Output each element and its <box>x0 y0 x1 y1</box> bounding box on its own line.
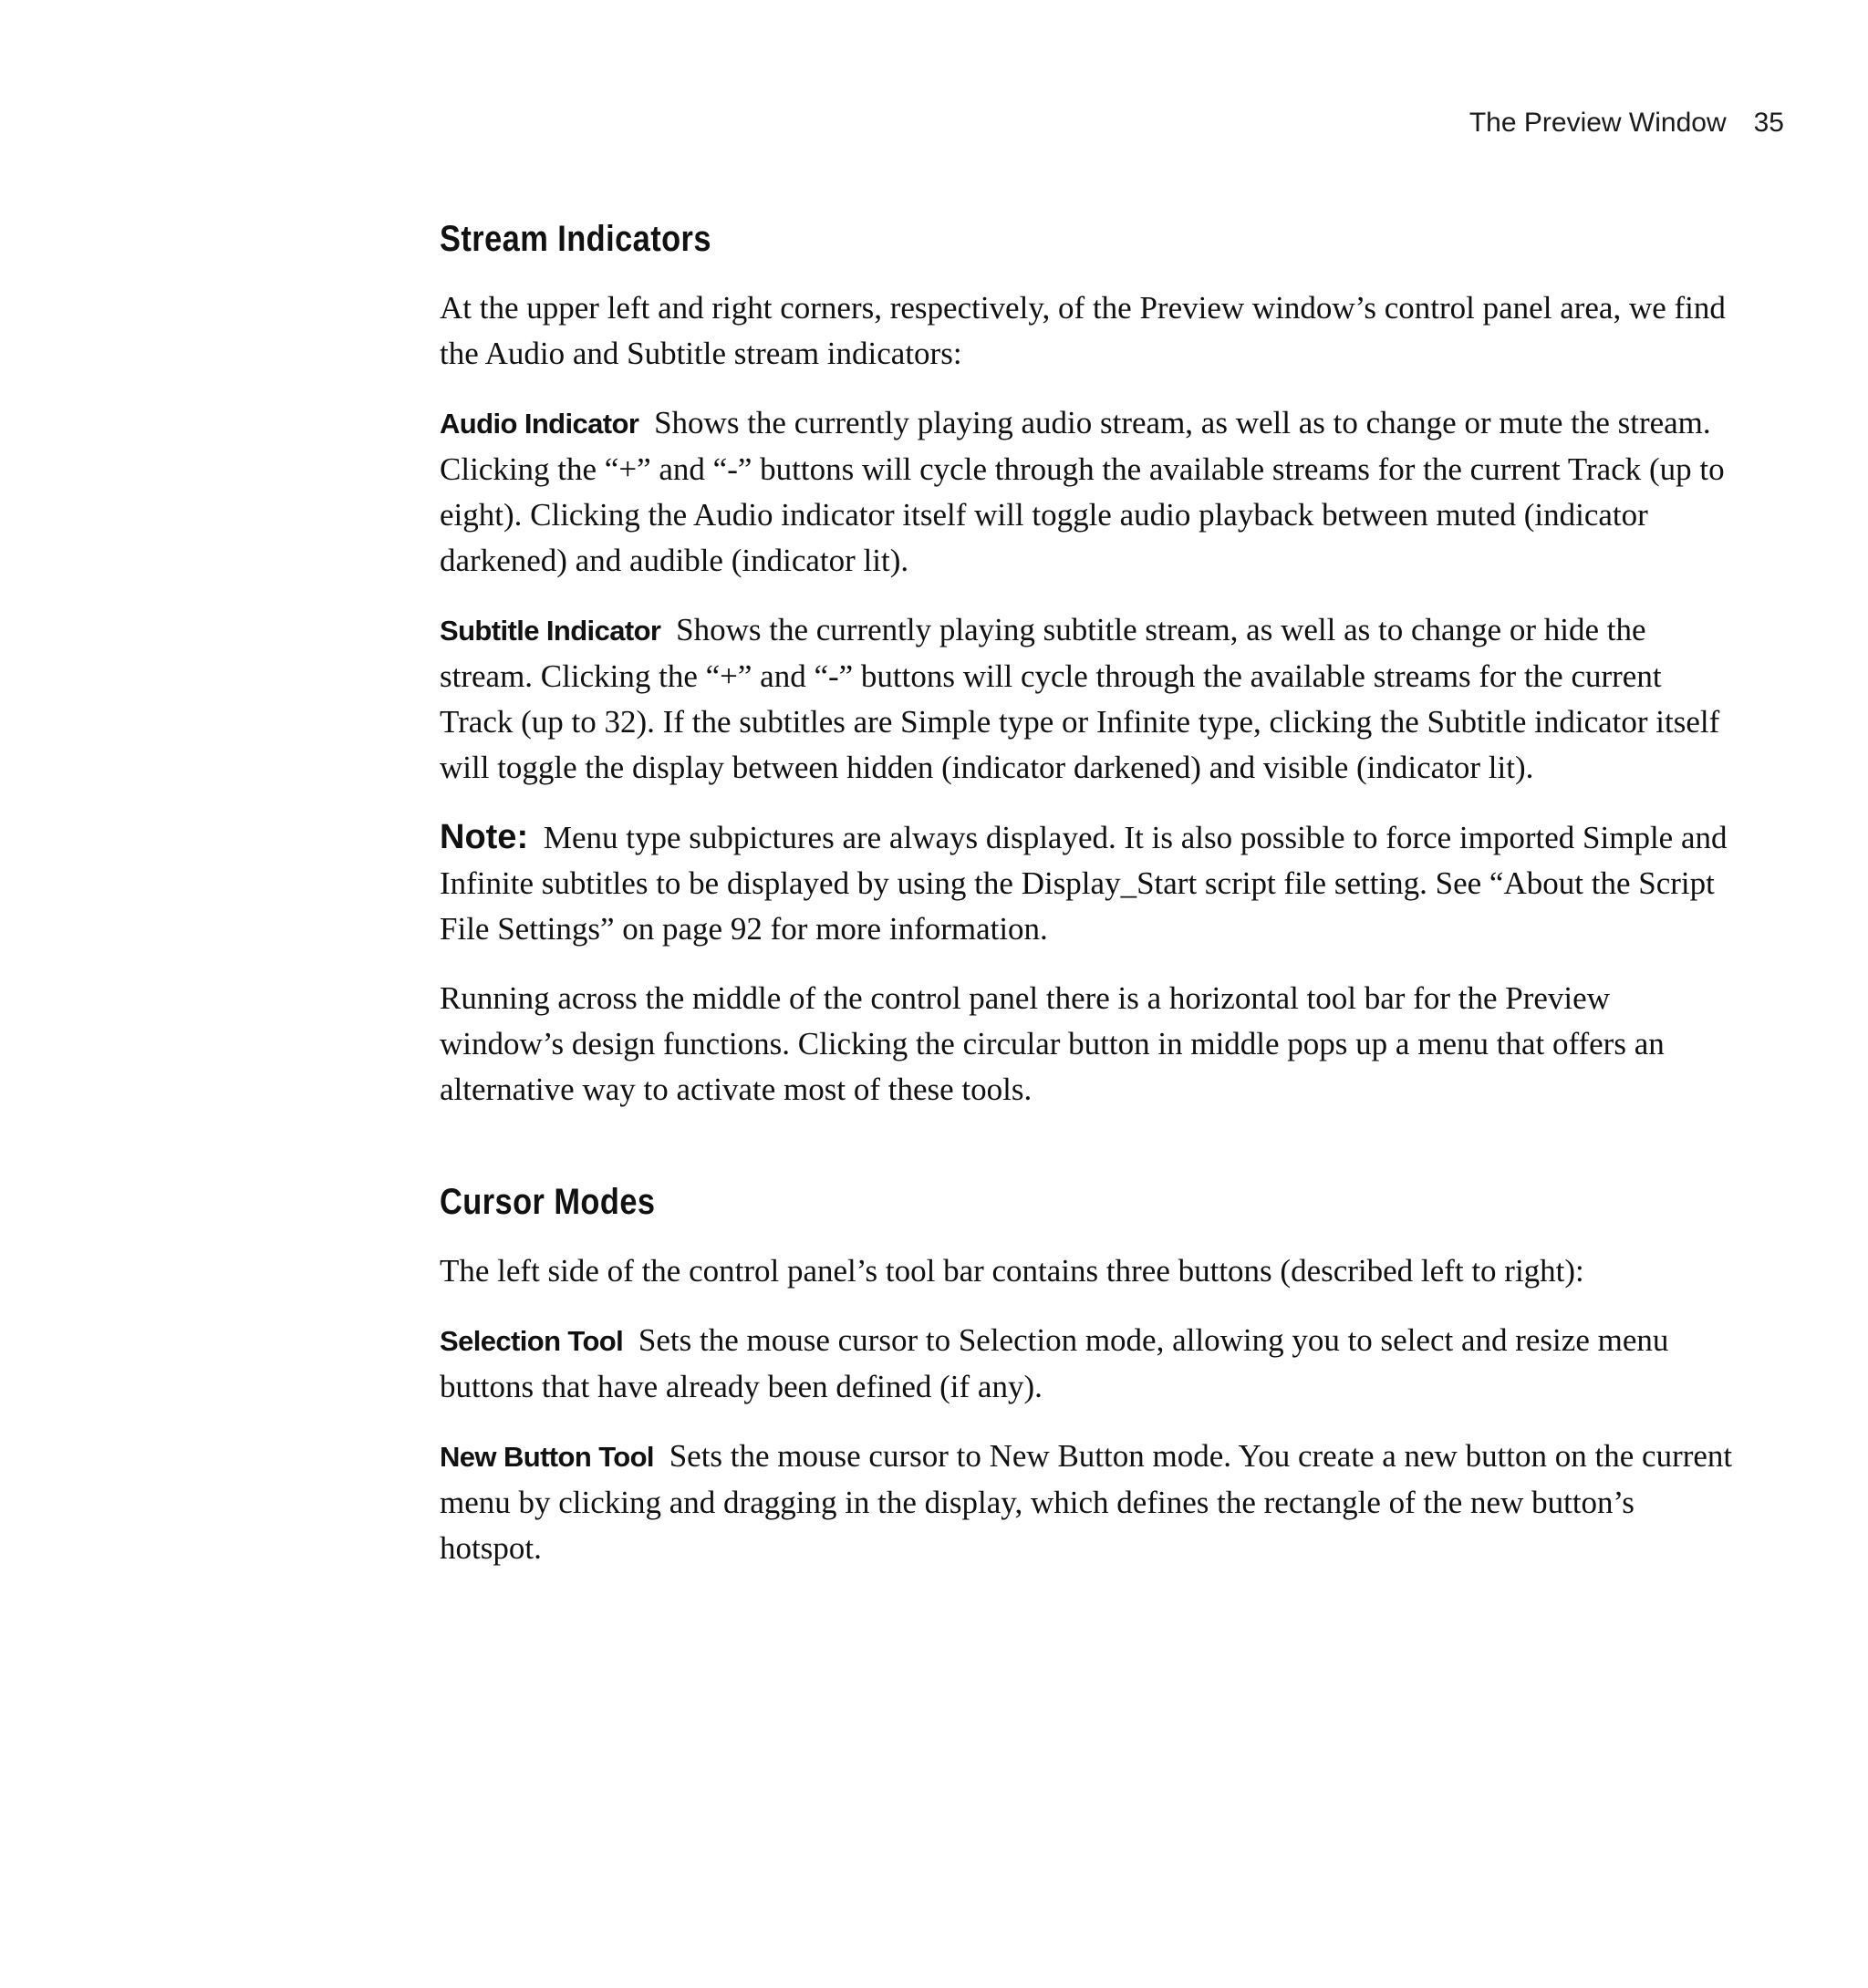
selection-tool-paragraph <box>440 1318 1735 1410</box>
audio-indicator-paragraph <box>440 400 1735 584</box>
subtitle-indicator-paragraph <box>440 607 1735 791</box>
new-button-tool-term: New Button Tool <box>440 1441 654 1473</box>
section-title: The Preview Window <box>1468 108 1727 138</box>
stream-indicators-heading: Stream Indicators <box>440 219 711 259</box>
audio-indicator-text: Shows the currently playing audio stream, as well as to change or mute the stream. Clicking the “+” and “-” buttons will cycle through the available streams for the current Track (up to eight). Clicking the Audio indicator itself will toggle audio playback between muted (indicator darkened) and audible (indicator lit). <box>440 405 1725 578</box>
audio-indicator-term: Audio Indicator <box>440 408 639 440</box>
note-text: Menu type subpictures are always displayed. It is also possible to force imported Simple and Infinite subtitles to be displayed by using the Display_Start script file setting. See “About the Script File Settings” on page 92 for more information. <box>440 820 1728 947</box>
selection-tool-term: Selection Tool <box>440 1325 624 1357</box>
page-body <box>440 219 1735 1595</box>
new-button-tool-text: Sets the mouse cursor to New Button mode. You create a new button on the current menu by clicking and dragging in the display, which defines the rectangle of the new button’s hotspot. <box>440 1438 1733 1566</box>
note-label: Note: <box>440 818 529 856</box>
page-number: 35 <box>1753 108 1784 138</box>
subtitle-indicator-text: Shows the currently playing subtitle stream, as well as to change or hide the stream. Clicking the “+” and “-” buttons will cycle through the available streams for the current Track (up to 32). If the subtitles are Simple type or Infinite type, clicking the Subtitle indicator itself will toggle the display between hidden (indicator darkened) and visible (indicator lit). <box>440 612 1720 785</box>
stream-intro-paragraph: At the upper left and right corners, respectively, of the Preview window’s control panel area, we find the Audio and Subtitle stream indicators: <box>440 290 1726 371</box>
subtitle-indicator-term: Subtitle Indicator <box>440 615 661 647</box>
note-paragraph <box>440 814 1735 952</box>
new-button-tool-paragraph <box>440 1434 1735 1571</box>
toolbar-paragraph: Running across the middle of the control panel there is a horizontal tool bar for the Preview window’s design functions. Clicking the circular button in middle pops up a menu that offers an alternative way to activate most of these tools. <box>440 980 1665 1107</box>
cursor-modes-heading: Cursor Modes <box>440 1182 656 1222</box>
running-header <box>1469 108 1784 139</box>
cursor-intro-paragraph: The left side of the control panel’s tool bar contains three buttons (described left to right): <box>440 1253 1584 1289</box>
selection-tool-text: Sets the mouse cursor to Selection mode, allowing you to select and resize menu buttons that have already been defined (if any). <box>440 1322 1669 1404</box>
